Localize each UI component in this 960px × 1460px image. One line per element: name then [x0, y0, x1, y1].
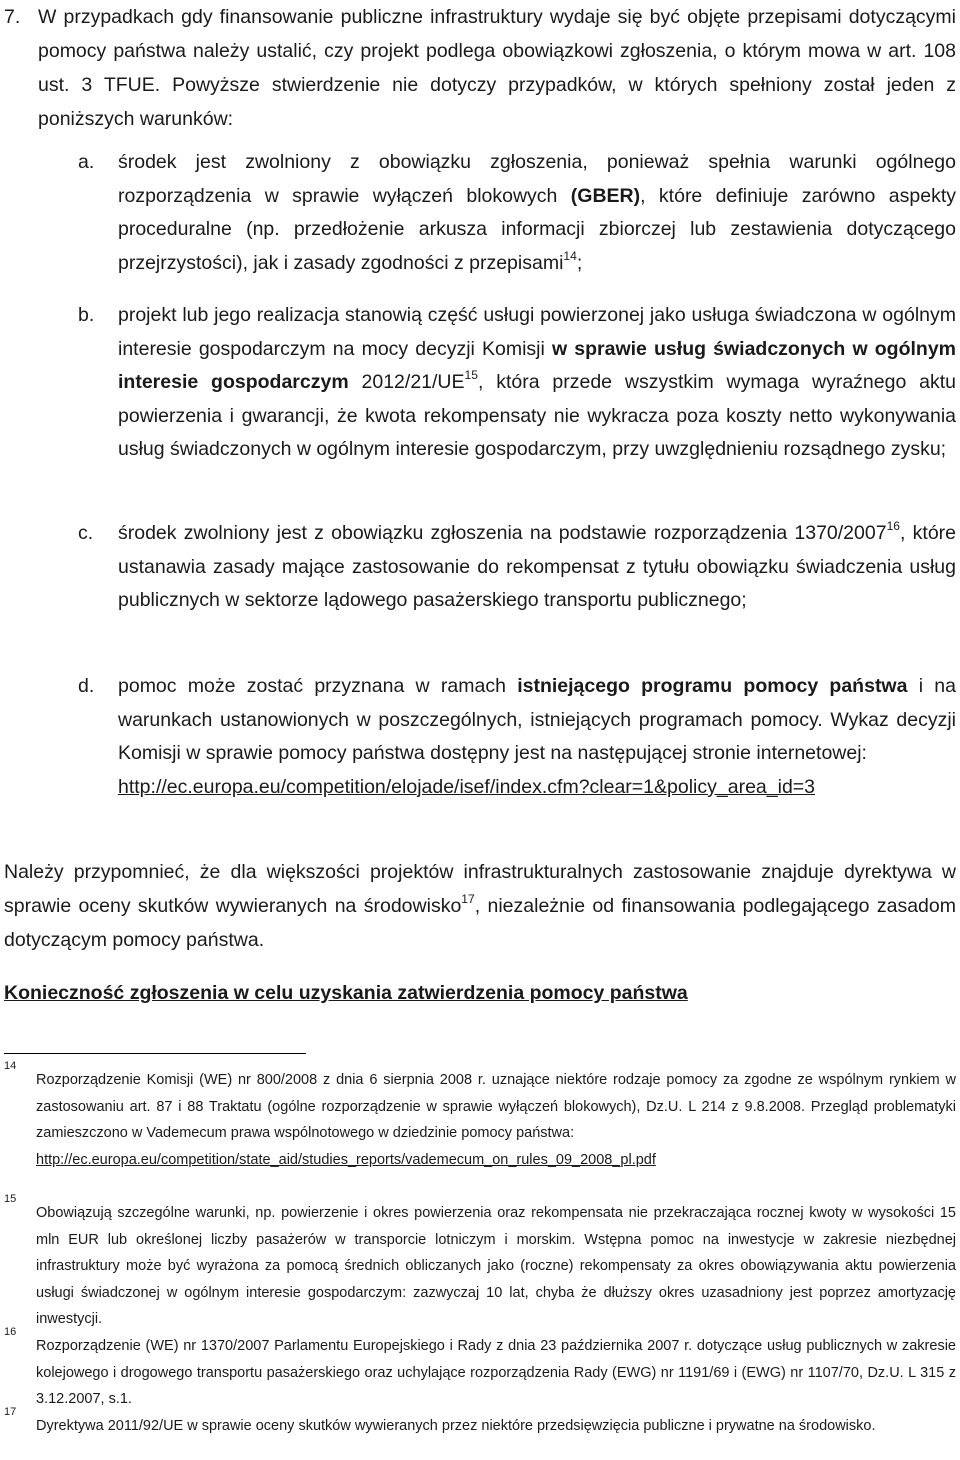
list-item-label: b.: [78, 304, 95, 326]
state-aid-register-link[interactable]: http://ec.europa.eu/competition/elojade/isef/index.cfm?clear=1&policy_area_id=3: [118, 775, 816, 798]
section-heading: Konieczność zgłoszenia w celu uzyskania zatwierdzenia pomocy państwa: [4, 982, 688, 1004]
footnote-ref-14[interactable]: 14: [563, 248, 577, 263]
list-item-a: [78, 146, 956, 280]
footnote-number: 17: [4, 1406, 17, 1418]
list-item-text: projekt lub jego realizacja stanowią część usługi powierzonej jako usługa świadczona w ogólnym interesie gospodarczym na mocy decyzji Komisji w sprawie usług świadczonych w ogólnym interesie gospodarczym 2012/21/UE$^{15}$, która przede wszystkim wymaga wyraźnego aktu powierzenia i gwarancji, że kwota rekompensaty nie wykracza poza koszty netto wykonywania usług świadczonych w ogólnym interesie gospodarczym, przy uwzględnieniu rozsądnego zysku;: [118, 304, 957, 460]
footnote-link-line: [36, 1147, 956, 1174]
footnote-15: [4, 1193, 956, 1333]
footnote-17: [4, 1406, 956, 1440]
list-item-d: [78, 670, 956, 804]
point-number: 7.: [4, 6, 21, 28]
footnote-separator: [4, 1053, 306, 1054]
footnote-ref-17[interactable]: 17: [461, 891, 475, 906]
list-item-text: pomoc może zostać przyznana w ramach istniejącego programu pomocy państwa i na warunkach ustanowionych w poszczególnych, istniejących programach pomocy. Wykaz decyzji Komisji w sprawie pomocy państwa dostępny jest na następującej stronie internetowej:: [118, 675, 956, 764]
vademecum-link[interactable]: http://ec.europa.eu/competition/state_aid/studies_reports/vademecum_on_rules_09_2008_pl.pdf: [36, 1151, 656, 1168]
point-7-text: W przypadkach gdy finansowanie publiczne infrastruktury wydaje się być objęte przepisami dotyczącymi pomocy państwa należy ustalić, czy projekt podlega obowiązkowi zgłoszenia, o którym mowa w art. 108 ust. 3 TFUE. Powyższe stwierdzenie nie dotyczy przypadków, w których spełniony został jeden z poniższych warunków:: [38, 6, 956, 130]
list-item-text: środek zwolniony jest z obowiązku zgłoszenia na podstawie rozporządzenia 1370/2007$^{16}$, które ustanawia zasady mające zastosowanie do rekompensat z tytułu obowiązku świadczenia usług publicznych w sektorze lądowego pasażerskiego transportu publicznego;: [118, 518, 957, 611]
reminder-text: Należy przypomnieć, że dla większości projektów infrastrukturalnych zastosowanie znajduje dyrektywa w sprawie oceny skutków wywieranych na środowisko$^{17}$, niezależnie od finansowania podlegającego zasadom dotyczącym pomocy państwa.: [4, 861, 956, 951]
footnote-text: Rozporządzenie Komisji (WE) nr 800/2008 z dnia 6 sierpnia 2008 r. uznające niektóre rodzaje pomocy za zgodne ze wspólnym rynkiem w zastosowaniu art. 87 i 88 Traktatu (ogólne rozporządzenie w sprawie wyłączeń blokowych), Dz.U. L 214 z 9.8.2008. Przegląd problematyki zamieszczono w Vademecum prawa wspólnotowego w dziedzinie pomocy państwa:: [36, 1072, 956, 1142]
list-item-text: środek jest zwolniony z obowiązku zgłoszenia, ponieważ spełnia warunki ogólnego rozporządzenia w sprawie wyłączeń blokowych (GBER), które definiuje zarówno aspekty proceduralne (np. przedłożenie arkusza informacji zbiorczej lub zestawienia dotyczącego przejrzystości), jak i zasady zgodności z przepisami$^{14}$;: [118, 151, 956, 274]
footnote-text: Dyrektywa 2011/92/UE w sprawie oceny skutków wywieranych przez niektóre przedsięwzięcia publiczne i prywatne na środowisko.: [36, 1418, 876, 1434]
bold-text: (GBER): [570, 184, 641, 207]
list-item-c: [78, 517, 956, 618]
list-item-label: a.: [78, 151, 95, 173]
point-7-paragraph: [0, 0, 956, 136]
footnote-ref-16[interactable]: 16: [886, 518, 901, 533]
list-item-b: [78, 299, 956, 467]
footnote-16: [4, 1326, 956, 1413]
footnote-text: Obowiązują szczególne warunki, np. powierzenie i okres powierzenia oraz rekompensata nie przekraczająca rocznej kwoty w wysokości 15 mln EUR lub określonej liczby pasażerów w transporcie lotniczym i morskim. Wstępna pomoc na inwestycje w zakresie niezbędnej infrastruktury może być wyrażona za pomocą średnich obliczanych jako (roczne) rekompensaty za okres obowiązywania aktu powierzenia usługi świadczonej w ogólnym interesie gospodarczym: zazwyczaj 10 lat, chyba że dłuższy okres uzasadniony jest poprzez amortyzację inwestycji.: [36, 1205, 956, 1328]
bold-text: istniejącego programu pomocy państwa: [517, 675, 908, 697]
footnote-ref-15[interactable]: 15: [464, 367, 478, 382]
url-line: [118, 771, 956, 805]
reminder-paragraph: [4, 855, 956, 957]
footnote-14: [4, 1060, 956, 1173]
list-item-label: d.: [78, 675, 95, 697]
bold-text: w sprawie usług świadczonych w ogólnym interesie gospodarczym: [118, 337, 957, 393]
footnote-number: 15: [4, 1193, 17, 1205]
footnote-number: 16: [4, 1326, 17, 1338]
list-item-label: c.: [78, 522, 94, 544]
footnote-number: 14: [4, 1060, 17, 1072]
footnote-text: Rozporządzenie (WE) nr 1370/2007 Parlamentu Europejskiego i Rady z dnia 23 października 2007 r. dotyczące usług publicznych w zakresie kolejowego i drogowego transportu pasażerskiego oraz uchylające rozporządzenia Rady (EWG) nr 1191/69 i (EWG) nr 1107/70, Dz.U. L 315 z 3.12.2007, s.1.: [36, 1338, 956, 1408]
